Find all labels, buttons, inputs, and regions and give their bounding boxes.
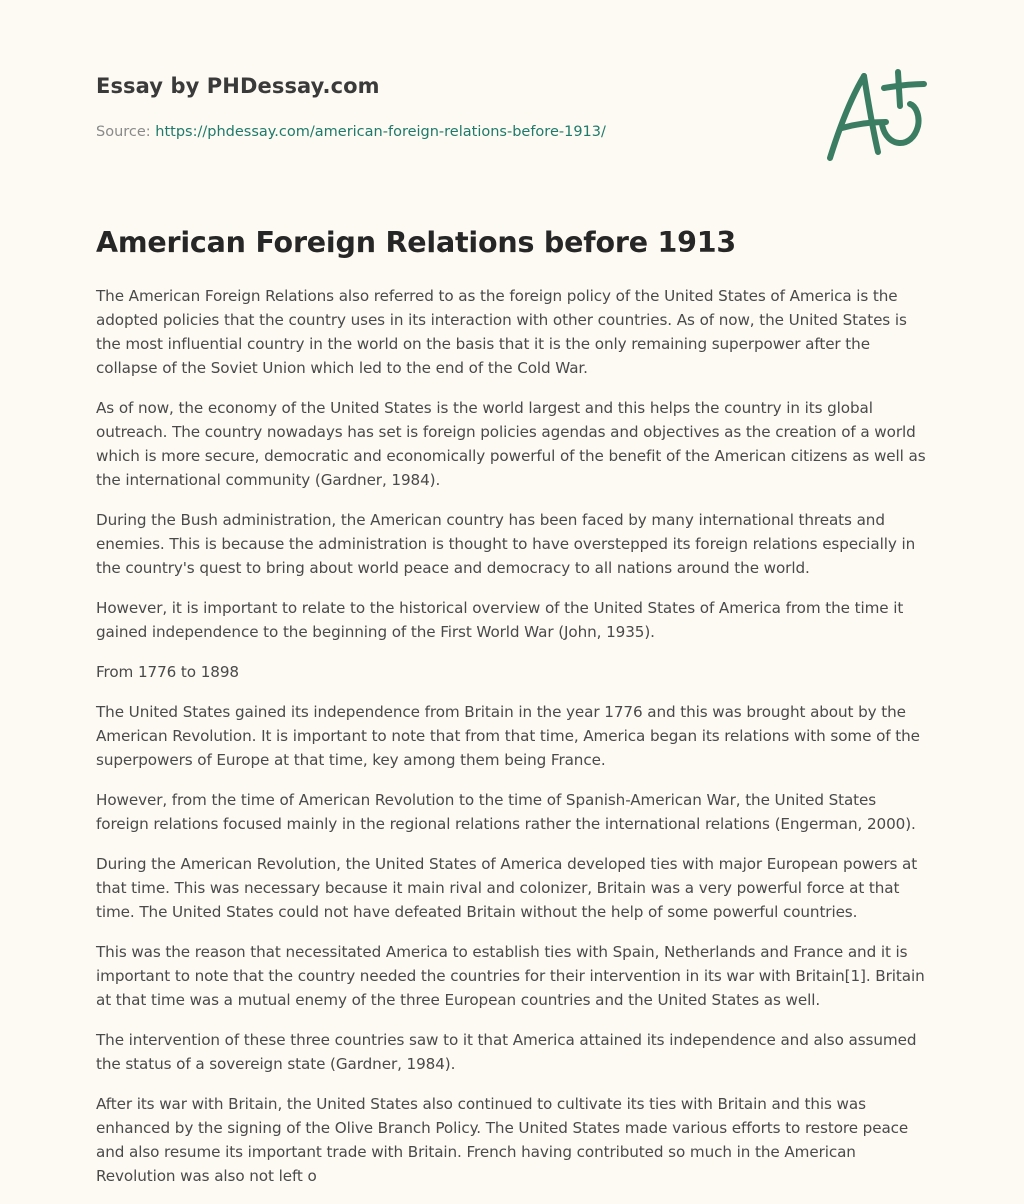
paragraph: After its war with Britain, the United States also continued to cultivate its ties with Britain and this was enhanced by the signing of the Olive Branch Policy. The United States made various efforts to restore peace and also resume its important trade with Britain. French having contributed so much in the American Revolution was also not left o — [96, 1095, 909, 1185]
brand-title: Essay by PHDessay.com — [96, 74, 380, 98]
paragraph: This was the reason that necessitated America to establish ties with Spain, Netherlands and France and it is important to note that the country needed the countries for their intervention in its war with Britain[1]. Britain at that time was a mutual enemy of the three European countries and the United States as well. — [96, 943, 925, 1009]
source-label: Source: — [96, 124, 156, 140]
paragraph: The American Foreign Relations also referred to as the foreign policy of the United States of America is the adopted policies that the country uses in its interaction with other countries. As of now, the United States is the most influential country in the world on the basis that it is the only remaining superpower after the collapse of the Soviet Union which led to the end of the Cold War. — [96, 287, 907, 377]
source-link[interactable]: https://phdessay.com/american-foreign-relations-before-1913/ — [155, 124, 606, 140]
paragraph: During the Bush administration, the American country has been faced by many international threats and enemies. This is because the administration is thought to have overstepped its foreign relations especially in the country's quest to bring about world peace and democracy to all nations around the world. — [96, 511, 916, 577]
paragraph: However, from the time of American Revolution to the time of Spanish-American War, the United States foreign relations focused mainly in the regional relations rather the international relations (Engerman, 2000). — [96, 791, 916, 833]
paragraph: During the American Revolution, the United States of America developed ties with major European powers at that time. This was necessary because it main rival and colonizer, Britain was a very powerful force at that time. The United States could not have defeated Britain without the help of some powerful countries. — [96, 855, 918, 921]
essay-title: American Foreign Relations before 1913 — [96, 226, 737, 259]
document-header — [96, 74, 796, 140]
a-plus-logo-icon — [820, 66, 930, 166]
paragraph: However, it is important to relate to the historical overview of the United States of America from the time it gained independence to the beginning of the First World War (John, 1935). — [96, 599, 904, 641]
essay-content — [96, 226, 932, 1204]
source-line — [96, 124, 796, 140]
paragraph: As of now, the economy of the United States is the world largest and this helps the country in its global outreach. The country nowadays has set is foreign policies agendas and objectives as the creation of a world which is more secure, democratic and economically powerful of the benefit of the American citizens as well as the international community (Gardner, 1984). — [96, 399, 926, 489]
section-heading: From 1776 to 1898 — [96, 663, 239, 681]
paragraph: The United States gained its independence from Britain in the year 1776 and this was brought about by the American Revolution. It is important to note that from that time, America began its relations with some of the superpowers of Europe at that time, key among them being France. — [96, 703, 920, 769]
paragraph: The intervention of these three countries saw to it that America attained its independence and also assumed the status of a sovereign state (Gardner, 1984). — [96, 1031, 917, 1073]
